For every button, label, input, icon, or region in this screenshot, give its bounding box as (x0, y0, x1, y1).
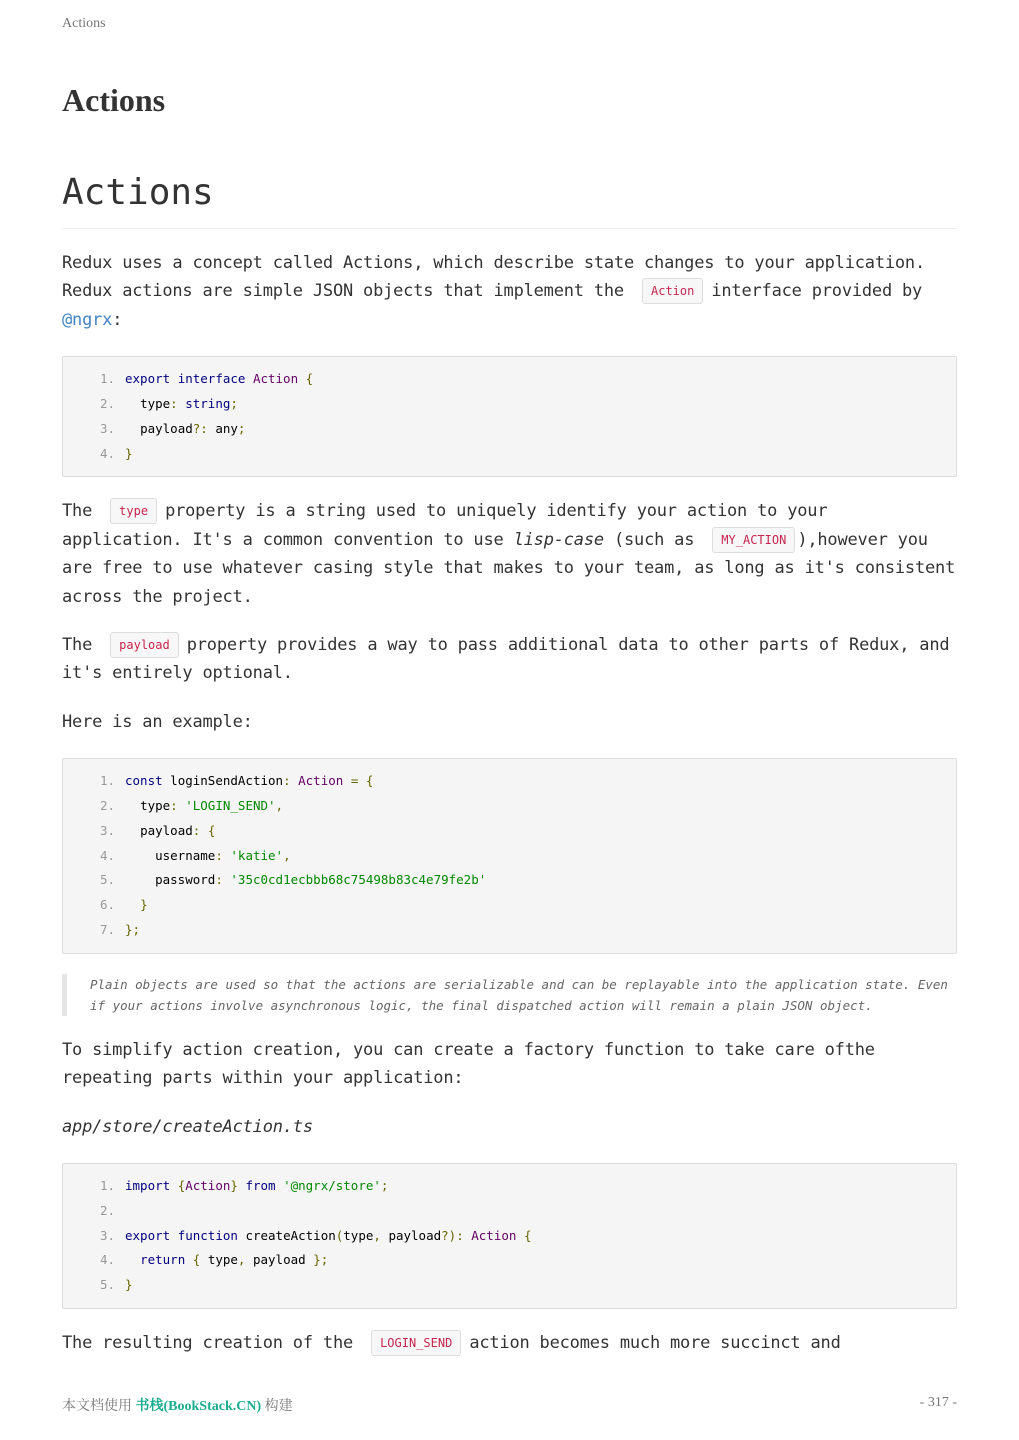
code-line (63, 442, 956, 467)
inline-code-my-action: MY_ACTION (712, 527, 795, 553)
code-line (63, 392, 956, 417)
type-text-2: property is a string used to uniquely identify your action to your application. It's a common convention to use (62, 501, 828, 550)
intro-paragraph (62, 249, 957, 334)
type-text-4: ),however you are free to use whatever casing style that makes to your team, as long as it's consistent across the project. (62, 529, 956, 607)
code-line (63, 367, 956, 392)
code-text: }; (125, 922, 141, 938)
code-line (63, 1248, 956, 1273)
page-title: Actions (62, 82, 166, 118)
code-block-factory (62, 1163, 957, 1309)
payload-text-2: property provides a way to pass additional data to other parts of Redux, and it's entirely optional. (62, 635, 950, 684)
ngrx-link[interactable]: @ngrx (62, 309, 113, 330)
line-number: 7. (99, 922, 115, 938)
line-number: 1. (99, 773, 115, 789)
bookstack-link[interactable]: 书栈(BookStack.CN) (135, 1399, 262, 1414)
section-title: Actions (62, 170, 957, 229)
code-line (63, 794, 956, 819)
code-text: username: 'katie', (155, 847, 291, 863)
intro-text-2: interface provided by (711, 281, 923, 302)
line-number: 4. (99, 1252, 115, 1268)
line-number: 3. (99, 1227, 115, 1243)
code-line (63, 1273, 956, 1298)
code-text: } (125, 1277, 133, 1293)
code-text: password: '35c0cd1ecbbb68c75498b83c4e79fe2b' (155, 872, 487, 888)
type-paragraph (62, 497, 957, 611)
code-line (63, 417, 956, 442)
footer-suffix: 构建 (264, 1399, 293, 1414)
type-text-3: (such as (613, 529, 695, 550)
code-text: import {Action} from '@ngrx/store'; (125, 1178, 389, 1194)
code-line (63, 918, 956, 943)
footer-credit (62, 1395, 293, 1415)
code-line (63, 769, 956, 794)
code-block-interface (62, 356, 957, 477)
inline-code-login-send: LOGIN_SEND (371, 1330, 461, 1356)
line-number: 1. (99, 371, 115, 387)
simplify-paragraph: To simplify action creation, you can create a factory function to take care ofthe repeating parts within your application: (62, 1039, 875, 1089)
code-block-example (62, 758, 957, 954)
code-text: export function createAction(type, payload?): Action { (125, 1227, 532, 1243)
note-blockquote: Plain objects are used so that the actions are serializable and can be replayable into the application state. Even if your actions involve asynchronous logic, the final dispatched action will remain a plain JSON object. (62, 974, 957, 1016)
type-emphasis: lisp-case (513, 529, 604, 550)
intro-text-3: : (112, 309, 123, 330)
code-line (63, 1174, 956, 1199)
code-text: payload: { (140, 822, 216, 838)
code-line (63, 893, 956, 918)
footer-prefix: 本文档使用 (62, 1399, 132, 1414)
code-line (63, 844, 956, 869)
result-text-2: action becomes much more succinct and (469, 1333, 841, 1354)
line-number: 3. (99, 822, 115, 838)
intro-text-1: Redux uses a concept called Actions, which describe state changes to your application. Redux actions are simple JSON objects that implement the (62, 253, 925, 302)
type-text-1: The (62, 501, 93, 522)
page-footer (62, 1395, 957, 1415)
line-number: 5. (99, 872, 115, 888)
code-text: type: string; (140, 396, 238, 412)
filename-label: app/store/createAction.ts (62, 1116, 313, 1137)
example-paragraph: Here is an example: (62, 711, 253, 732)
line-number: 3. (99, 420, 115, 436)
code-text: payload?: any; (140, 420, 246, 436)
code-text: } (125, 445, 133, 461)
inline-code-action: Action (642, 278, 703, 304)
page-content (62, 80, 957, 1357)
line-number: 4. (99, 445, 115, 461)
running-header: Actions (62, 16, 106, 31)
code-text: } (140, 897, 148, 913)
payload-text-1: The (62, 635, 93, 656)
page-number: - 317 - (919, 1395, 957, 1410)
line-number: 4. (99, 847, 115, 863)
line-number: 2. (99, 798, 115, 814)
code-line (63, 819, 956, 844)
line-number: 5. (99, 1277, 115, 1293)
payload-paragraph (62, 631, 957, 688)
line-number: 1. (99, 1178, 115, 1194)
code-line (63, 868, 956, 893)
inline-code-payload: payload (110, 632, 179, 658)
code-line (63, 1224, 956, 1249)
result-paragraph (62, 1329, 957, 1357)
code-text: const loginSendAction: Action = { (125, 773, 374, 789)
line-number: 2. (99, 396, 115, 412)
inline-code-type: type (110, 498, 157, 524)
line-number: 2. (99, 1202, 115, 1218)
result-text-1: The resulting creation of the (62, 1333, 354, 1354)
code-text: return { type, payload }; (140, 1252, 329, 1268)
code-text: type: 'LOGIN_SEND', (140, 798, 284, 814)
code-text: export interface Action { (125, 371, 314, 387)
line-number: 6. (99, 897, 115, 913)
code-line (63, 1199, 956, 1224)
